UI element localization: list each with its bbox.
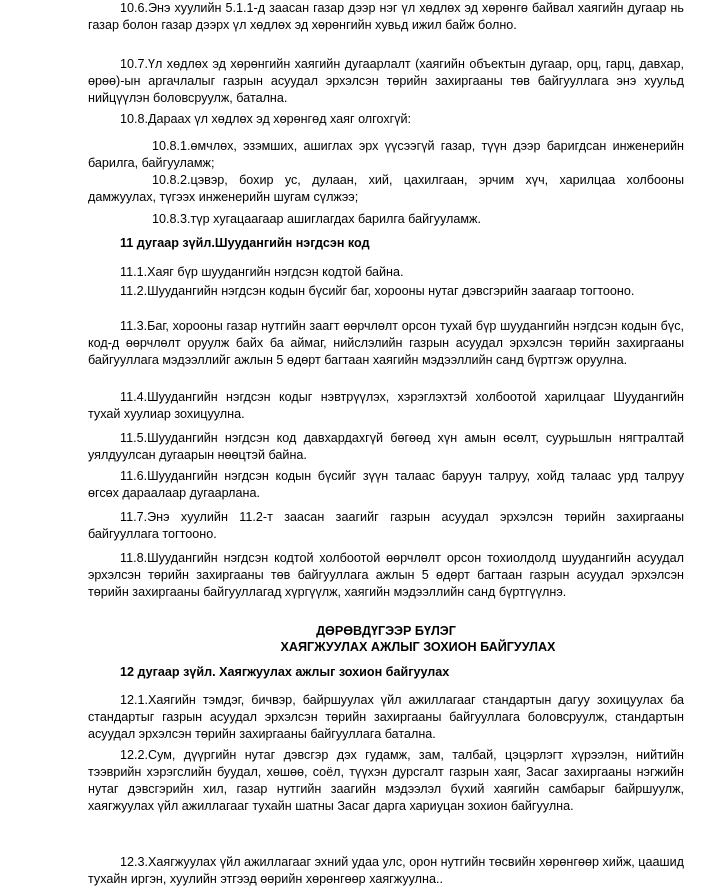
paragraph-10-8: 10.8.Дараах үл хөдлөх эд хөрөнгөд хаяг олгохгүй: bbox=[120, 112, 412, 126]
paragraph-11-1: 11.1.Хаяг бүр шуудангийн нэгдсэн кодтой байна. bbox=[120, 265, 404, 279]
chapter-title: ХАЯГЖУУЛАХ АЖЛЫГ ЗОХИОН БАЙГУУЛАХ bbox=[280, 640, 556, 654]
paragraph-11-7: 11.7.Энэ хуулийн 11.2-т заасан заагийг газрын асуудал эрхэлсэн төрийн захиргааны байгууллага тогтооно. bbox=[88, 510, 684, 541]
paragraph-11-2: 11.2.Шуудангийн нэгдсэн кодын бүсийг баг, хорооны нутаг дэвсгэрийн заагаар тогтооно. bbox=[120, 284, 635, 298]
paragraph-11-4: 11.4.Шуудангийн нэгдсэн кодыг нэвтрүүлэх, хэрэглэхтэй холбоотой харилцааг Шуудангийн тухай хуулиар зохицуулна. bbox=[88, 390, 684, 421]
paragraph-10-8-3: 10.8.3.түр хугацаагаар ашиглагдах барилга байгууламж. bbox=[152, 212, 481, 226]
article-11-title: 11 дугаар зүйл.Шуудангийн нэгдсэн код bbox=[120, 236, 370, 250]
chapter-number: ДӨРӨВДҮГЭЭР БҮЛЭГ bbox=[316, 624, 456, 638]
paragraph-11-6: 11.6.Шуудангийн нэгдсэн кодын бүсийг зүүн талаас баруун талруу, хойд талаас урд талруу өгсөх дараалаар дугаарлана. bbox=[88, 469, 684, 500]
paragraph-12-3: 12.3.Хаягжуулах үйл ажиллагааг эхний удаа улс, орон нутгийн төсвийн хөрөнгөөр хийж, цаашид тухайн иргэн, хуулийн этгээд өөрийн хөрөнгөөр хаягжуулна.. bbox=[88, 855, 684, 886]
paragraph-11-8: 11.8.Шуудангийн нэгдсэн кодтой холбоотой өөрчлөлт орсон тохиолдолд шуудангийн асуудал эрхэлсэн төрийн захиргааны төв байгууллага ажлын 5 өдөрт багтаан газрын асуудал эрхэлсэн төрийн захиргааны байгууллагад хүргүүлж, хаягийн мэдээллийн санд бүртгүүлнэ. bbox=[88, 551, 684, 599]
paragraph-12-2: 12.2.Сум, дүүргийн нутаг дэвсгэр дэх гудамж, зам, талбай, цэцэрлэгт хүрээлэн, нийтийн тээврийн хэрэгслийн буудал, хөшөө, соёл, түүхэн дурсгалт газрын хаяг, Засаг захиргааны нэгжийн нутаг дэвсгэрийн хил, газар нутгийн заагийн мэдээлэл бүхий хаягийн самбарыг байршуулж, хаягжуулах үйл ажиллагааг тухайн шатны Засаг дарга хариуцан зохион байгуулна. bbox=[88, 748, 684, 813]
article-12-title: 12 дугаар зүйл. Хаягжуулах ажлыг зохион байгуулах bbox=[120, 665, 450, 679]
paragraph-11-5: 11.5.Шуудангийн нэгдсэн код давхардахгүй бөгөөд хүн амын өсөлт, суурьшлын нягтралтай уялдуулсан дугаарын нөөцтэй байна. bbox=[88, 431, 684, 462]
paragraph-11-3: 11.3.Баг, хорооны газар нутгийн заагт өөрчлөлт орсон тухай бүр шуудангийн нэгдсэн кодын бүс, код-д өөрчлөлт оруулж байх ба аймаг, нийслэлийн газрын асуудал эрхэлсэн төрийн захиргааны байгууллага мэдээллийг ажлын 5 өдөрт багтаан хаягийн мэдээллийн санд бүртгэж оруулна. bbox=[88, 319, 684, 367]
paragraph-10-6: 10.6.Энэ хуулийн 5.1.1-д заасан газар дээр нэг үл хөдлөх эд хөрөнгө байвал хаягийн дугаар нь газар болон газар дээрх үл хөдлөх эд хөрөнгийн хувьд ижил байж болно. bbox=[88, 1, 684, 32]
paragraph-10-7: 10.7.Үл хөдлөх эд хөрөнгийн хаягийн дугаарлалт (хаягийн объектын дугаар, орц, гарц, давхар, өрөө)-ын аргачлалыг газрын асуудал эрхэлсэн төрийн захиргааны төв байгууллага энэ хуульд нийцүүлэн боловсруулж, батална. bbox=[88, 57, 684, 105]
paragraph-10-8-2: 10.8.2.цэвэр, бохир ус, дулаан, хий, цахилгаан, эрчим хүч, харилцаа холбооны дамжуулах, түгээх инженерийн шугам сүлжээ; bbox=[88, 173, 684, 204]
paragraph-12-1: 12.1.Хаягийн тэмдэг, бичвэр, байршуулах үйл ажиллагааг стандартын дагуу зохицуулах ба стандартыг газрын асуудал эрхэлсэн төрийн захиргааны байгууллага боловсруулж, стандартын асуудал эрхэлсэн төрийн захиргааны байгууллага батална. bbox=[88, 693, 684, 741]
paragraph-10-8-1: 10.8.1.өмчлөх, эзэмших, ашиглах эрх үүсээгүй газар, түүн дээр баригдсан инженерийн барилга, байгууламж; bbox=[88, 139, 684, 170]
